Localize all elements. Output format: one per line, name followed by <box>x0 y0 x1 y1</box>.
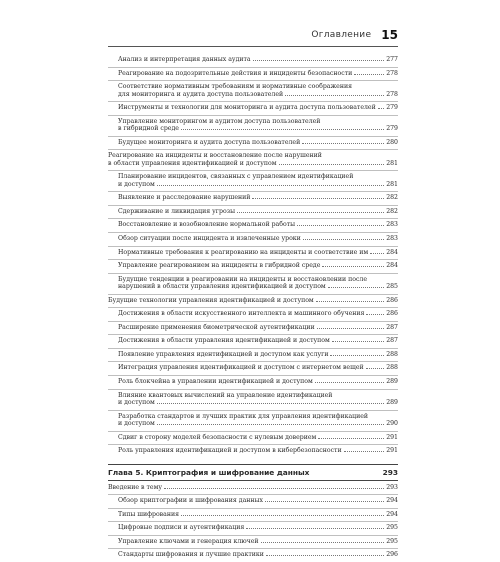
dot-leader <box>181 129 384 130</box>
toc-entry-title: Обзор криптографии и шифрования данных <box>118 497 263 505</box>
toc-entry <box>108 361 398 372</box>
toc-entry-title: Расширение применения биометрической аутентификации <box>118 323 315 331</box>
toc-entry <box>108 508 398 519</box>
toc-entry-title: Достижения в области управления идентификацией и доступом <box>118 337 330 345</box>
toc-entry <box>108 521 398 532</box>
toc-entry-title: нарушений в области управления идентификацией и доступом <box>118 283 326 291</box>
toc-entry <box>108 205 398 216</box>
toc-entry-page: 282 <box>386 194 398 202</box>
dot-leader <box>157 185 384 186</box>
toc-entry-title: Достижения в области искусственного интеллекта и машинного обучения <box>118 310 365 318</box>
toc-entry-page: 296 <box>386 551 398 559</box>
toc-entry-page: 289 <box>386 399 398 407</box>
dot-leader <box>354 74 384 75</box>
toc-entry-page: 286 <box>386 296 398 304</box>
toc-entry-title: Инструменты и технологии для мониторинга и аудита доступа пользователей <box>118 104 376 112</box>
toc-entry <box>108 389 398 407</box>
dot-leader <box>378 108 384 109</box>
dot-leader <box>318 438 384 439</box>
toc-entry <box>108 80 398 98</box>
toc-entry <box>108 321 398 332</box>
toc-entry <box>108 246 398 257</box>
toc-entry-title: Будущие технологии управления идентификацией и доступом <box>108 296 314 304</box>
toc-entry-page: 277 <box>386 56 398 63</box>
dot-leader <box>330 355 384 356</box>
toc-entry-title: Управление мониторингом и аудитом доступа пользователей <box>118 117 321 125</box>
dot-leader <box>266 555 384 556</box>
toc-entry <box>108 431 398 442</box>
toc-entry <box>108 56 398 64</box>
toc-entry <box>108 484 398 492</box>
toc-entry <box>108 170 398 188</box>
toc-entry-page: 282 <box>386 207 398 215</box>
toc-entry <box>108 410 398 428</box>
toc-entry-title: Введение в тему <box>108 483 163 491</box>
dot-leader <box>315 382 384 383</box>
toc-entry <box>108 294 398 305</box>
toc-entry-title: Управление реагированием на инциденты в гибридной среде <box>118 262 321 270</box>
dot-leader <box>253 60 385 61</box>
toc-entry <box>108 115 398 133</box>
toc-entry-page: 284 <box>386 248 398 256</box>
dot-leader <box>157 403 384 404</box>
dot-leader <box>164 488 384 489</box>
toc-entry-title: Сдвиг в сторону моделей безопасности с нулевым доверием <box>118 433 317 441</box>
dot-leader <box>181 515 384 516</box>
toc-entry-page: 279 <box>386 125 398 133</box>
toc-entry-title: Реагирование на подозрительные действия и инциденты безопасности <box>118 69 353 77</box>
toc-entry-page: 278 <box>386 90 398 98</box>
toc-entry-title: Влияние квантовых вычислений на управление идентификацией <box>118 391 333 399</box>
toc-entry-page: 294 <box>386 497 398 505</box>
toc-entry <box>108 348 398 359</box>
toc-entry-title: Нормативные требования к реагированию на инциденты и соответствие им <box>118 248 369 256</box>
toc-entry-title: Стандарты шифрования и лучшие практики <box>118 551 264 559</box>
toc-entry <box>108 136 398 147</box>
dot-leader <box>265 501 384 502</box>
toc-entry-page: 289 <box>386 377 398 385</box>
toc-entry-title: Анализ и интерпретация данных аудита <box>118 56 251 63</box>
toc-entry-title: Глава 5. Криптография и шифрование данных <box>108 467 310 477</box>
dot-leader <box>157 424 384 425</box>
toc-entry-page: 288 <box>386 350 398 358</box>
toc-entry <box>108 218 398 229</box>
toc-entry-title: Управление ключами и генерация ключей <box>118 537 259 545</box>
toc-entry <box>108 191 398 202</box>
dot-leader <box>252 198 384 199</box>
toc-entry-title: и доступом <box>118 420 155 428</box>
toc-entry-page: 285 <box>386 283 398 291</box>
dot-leader <box>328 287 384 288</box>
toc-entry-title: Сдерживание и ликвидация угрозы <box>118 207 235 215</box>
toc-entry-page: 284 <box>386 262 398 270</box>
page-number: 15 <box>381 28 398 42</box>
toc-entry-title: Планирование инцидентов, связанных с управлением идентификацией <box>118 173 354 181</box>
toc-entry <box>108 494 398 505</box>
toc-entry-page: 281 <box>386 159 398 167</box>
toc-entry <box>108 232 398 243</box>
dot-leader <box>316 301 384 302</box>
toc-entry <box>108 307 398 318</box>
dot-leader <box>285 95 384 96</box>
toc-entry-title: Типы шифрования <box>118 510 179 518</box>
dot-leader <box>344 451 385 452</box>
toc-entry-title: Обзор ситуации после инцидента и извлеченные уроки <box>118 235 301 243</box>
toc-entry-page: 293 <box>386 483 398 491</box>
toc-entry-page: 294 <box>386 510 398 518</box>
toc-entry-page: 280 <box>386 138 398 146</box>
toc-entry-title: Будущее мониторинга и аудита доступа пользователей <box>118 138 301 146</box>
dot-leader <box>366 314 384 315</box>
toc-entry-page: 295 <box>386 524 398 532</box>
toc-entry <box>108 444 398 455</box>
toc-entry <box>108 259 398 270</box>
dot-leader <box>246 528 384 529</box>
dot-leader <box>303 239 384 240</box>
toc-entry-title: Интеграция управления идентификацией и доступом с интернетом вещей <box>118 364 364 372</box>
toc-chapter <box>108 464 398 481</box>
toc-entry <box>108 149 398 167</box>
toc-entry-title: Восстановление и возобновление нормальной работы <box>118 221 296 229</box>
toc-entry-title: для мониторинга и аудита доступа пользователей <box>118 90 284 98</box>
toc-entry-title: Цифровые подписи и аутентификация <box>118 524 245 532</box>
toc-entry-page: 287 <box>386 323 398 331</box>
toc-entry-page: 283 <box>386 235 398 243</box>
toc-entry-page: 291 <box>386 433 398 441</box>
dot-leader <box>370 253 384 254</box>
toc-entry-page: 278 <box>386 69 398 77</box>
toc-entry-title: в гибридной среде <box>118 125 179 133</box>
toc-entry <box>108 67 398 78</box>
toc-entry-page: 283 <box>386 221 398 229</box>
dot-leader <box>302 143 384 144</box>
dot-leader <box>332 341 384 342</box>
running-header <box>108 24 398 46</box>
toc-entry-title: и доступом <box>118 399 155 407</box>
dot-leader <box>237 212 384 213</box>
toc-entry-title: Будущие тенденции в реагировании на инциденты и восстановлении после <box>118 275 368 283</box>
table-of-contents <box>108 56 398 562</box>
dot-leader <box>261 542 385 543</box>
toc-entry-page: 293 <box>382 467 398 477</box>
toc-entry-page: 287 <box>386 337 398 345</box>
dot-leader <box>322 266 384 267</box>
toc-entry-page: 288 <box>386 364 398 372</box>
toc-entry <box>108 101 398 112</box>
toc-entry <box>108 375 398 386</box>
toc-entry-title: Реагирование на инциденты и восстановление после нарушений <box>108 152 322 160</box>
toc-entry-title: Соответствие нормативным требованиям и нормативные соображения <box>118 83 352 91</box>
toc-entry-page: 279 <box>386 104 398 112</box>
dot-leader <box>317 328 385 329</box>
toc-entry-page: 281 <box>386 180 398 188</box>
dot-leader <box>279 164 385 165</box>
dot-leader <box>366 368 385 369</box>
toc-entry-page: 291 <box>386 447 398 455</box>
toc-entry-page: 295 <box>386 537 398 545</box>
toc-entry-title: Разработка стандартов и лучших практик для управления идентификацией <box>118 412 369 420</box>
toc-entry <box>108 548 398 559</box>
toc-entry-title: и доступом <box>118 180 155 188</box>
dot-leader <box>297 225 384 226</box>
toc-entry-title: Выявление и расследование нарушений <box>118 194 251 202</box>
header-rule <box>108 46 398 47</box>
toc-entry <box>108 273 398 291</box>
running-header-title: Оглавление <box>311 30 372 40</box>
toc-entry-page: 286 <box>386 310 398 318</box>
toc-entry-page: 290 <box>386 420 398 428</box>
toc-entry <box>108 334 398 345</box>
toc-entry-title: Появление управления идентификацией и доступом как услуги <box>118 350 329 358</box>
toc-entry <box>108 535 398 546</box>
toc-entry-title: Роль управления идентификацией и доступом в кибербезопасности <box>118 447 342 455</box>
toc-entry-title: в области управления идентификацией и доступом <box>108 159 277 167</box>
toc-entry-title: Роль блокчейна в управлении идентификацией и доступом <box>118 377 313 385</box>
